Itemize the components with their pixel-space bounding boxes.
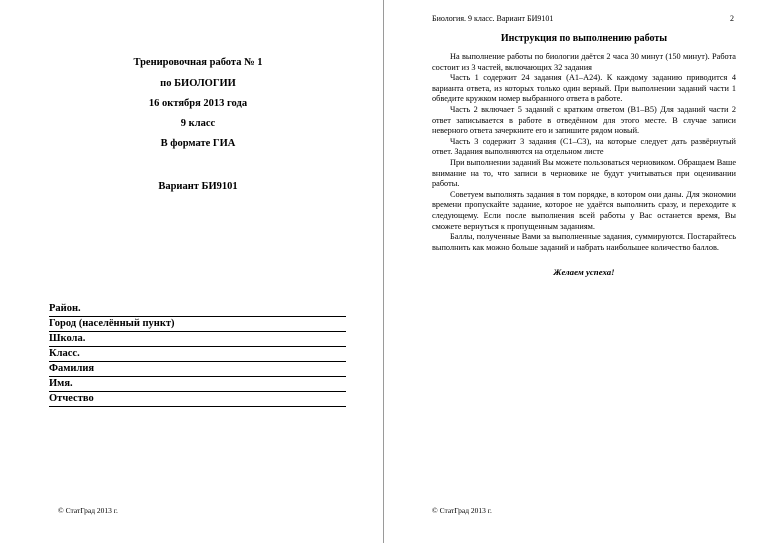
instruction-paragraph: Советуем выполнять задания в том порядке, в котором они даны. Для экономии времени пропускайте задание, которое не удаётся выполнить сразу, и переходите к следующему. Если после выполнения всей работы у Вас останется время, Вы сможете вернуться к пропущенным заданиям. — [432, 189, 736, 231]
subject-line: по БИОЛОГИИ — [160, 78, 236, 89]
closing-wish: Желаем успеха! — [553, 267, 615, 277]
instruction-paragraph: При выполнении заданий Вы можете пользоваться черновиком. Обращаем Ваше внимание на то, что записи в черновике не будут учитываться при оценивании работы. — [432, 157, 737, 189]
field-patronymic: Отчество — [49, 393, 346, 407]
instruction-paragraph: Часть 2 включает 5 заданий с кратким ответом (В1–В5) Для заданий части 2 ответ записывается в работе в отведённом для этого месте. В случае записи неверного ответа зачеркните его и запишите рядом новый. — [432, 104, 736, 136]
field-class: Класс. — [49, 348, 346, 362]
variant-line: Вариант БИ9101 — [158, 181, 238, 192]
running-header: Биология. 9 класс. Вариант БИ9101 — [432, 14, 554, 23]
instructions-body — [432, 52, 736, 253]
instructions-title: Инструкция по выполнению работы — [500, 33, 668, 44]
grade-line: 9 класс — [180, 118, 216, 129]
instruction-paragraph: Часть 1 содержит 24 задания (А1–А24). К каждому заданию приводится 4 варианта ответа, из которых только один верный. При выполнении заданий части 1 обведите кружком номер выбранного ответа в работе. — [432, 73, 736, 104]
field-name: Имя. — [49, 378, 346, 392]
instructions-copyright: © СтатГрад 2013 г. — [432, 506, 492, 515]
instruction-paragraph: На выполнение работы по биологии даётся 2 часа 30 минут (150 минут). Работа состоит из 3 частей, включающих 32 задания — [432, 52, 736, 72]
field-city: Город (населённый пункт) — [49, 318, 346, 332]
field-school: Школа. — [49, 333, 346, 347]
cover-copyright: © СтатГрад 2013 г. — [58, 506, 118, 515]
page-number: 2 — [730, 14, 734, 23]
instruction-paragraph: Баллы, полученные Вами за выполненные задания, суммируются. Постарайтесь выполнить как можно больше заданий и набрать наибольшее количество баллов. — [432, 232, 736, 252]
instruction-paragraph: Часть 3 содержит 3 задания (С1–С3), на которые следует дать развёрнутый ответ. Задания выполняются на отдельном листе — [432, 136, 736, 157]
format-line: В формате ГИА — [160, 138, 236, 149]
work-title: Тренировочная работа № 1 — [133, 57, 263, 68]
field-district: Район. — [49, 303, 346, 317]
date-line: 16 октября 2013 года — [148, 98, 248, 109]
field-surname: Фамилия — [49, 363, 346, 377]
